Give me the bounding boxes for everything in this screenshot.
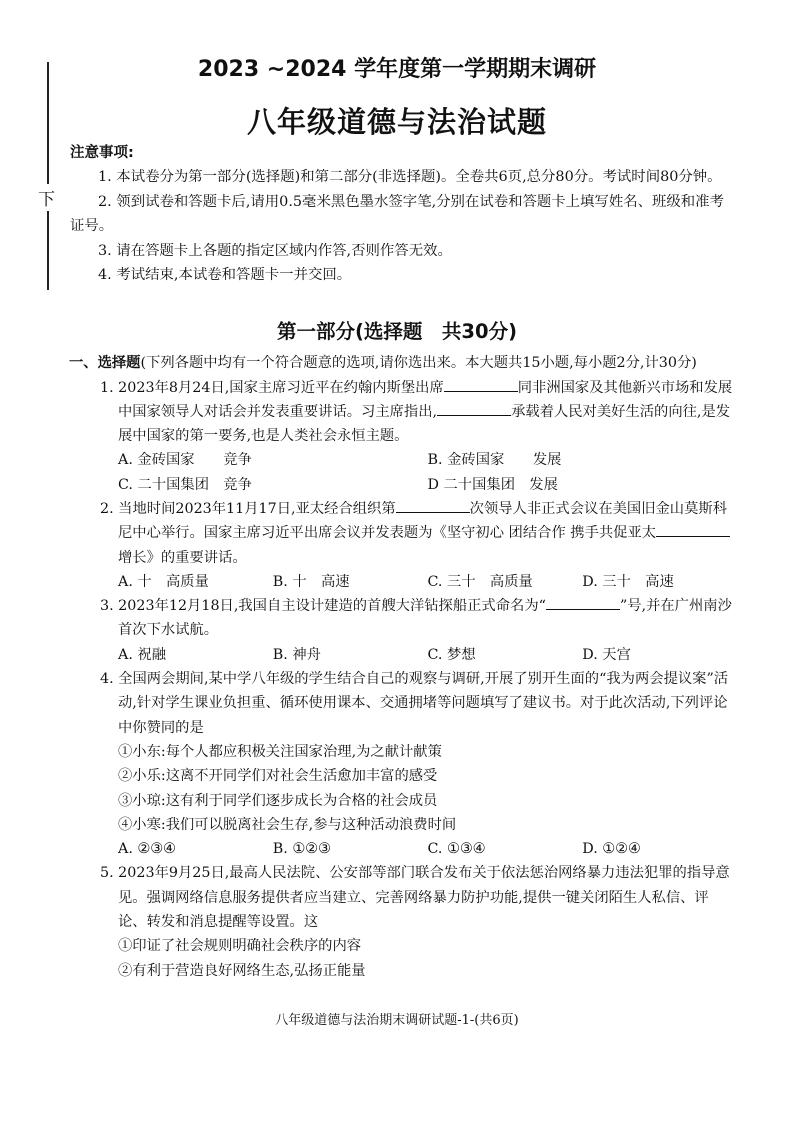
question-stem [100,667,737,740]
exam-year-line: 2023 ~2024 学年度第一学期期末调研 [197,57,597,82]
answer-option: B. 十 高速 [272,573,350,590]
answer-option: C. 二十国集团 竞争 [118,476,252,493]
answer-option: A. ②③④ [118,841,176,858]
notice-item: 4. 考试结束,本试卷和答题卡一并交回。 [98,267,352,283]
stem-text: 承载着人民对美好生活的向往,是发展中国家的第一要务,也是人类社会永恒主题。 [118,403,731,445]
question-statement: ①小东:每个人都应积极关注国家治理,为之献计献策 [118,743,442,760]
answer-option: A. 十 高质量 [118,573,209,590]
stem-text: 2. 当地时间2023年11月17日,亚太经合组织第 [100,500,396,517]
answer-option: B. 金砖国家 发展 [427,452,562,469]
answer-option: B. ①②③ [272,841,331,858]
stem-text: 5. 2023年9月25日,最高人民法院、公安部等部门联合发布关于依法惩治网络暴力违法犯罪的指导意见。强调网络信息服务提供者应当建立、完善网络暴力防护功能,提供一键关闭陌生人私信、评论、转发和消息提醒等设置。这 [100,865,730,931]
question-statement: ②有利于营造良好网络生态,弘扬正能量 [118,962,366,979]
stem-text: 增长》的重要讲话。 [118,549,247,566]
stem-text: 同非洲国家及其他新兴市场和发展中国家领导人对话会并发表重要讲话。习主席指出, [118,379,733,420]
question-4 [100,667,737,861]
answer-blank [444,377,518,392]
answer-option: D. ①②④ [582,841,641,858]
question-5 [100,861,737,982]
answer-blank [656,522,730,537]
question-list [69,376,737,983]
section-label: 一、选择题 [69,355,141,371]
answer-blank [396,498,470,513]
exam-title: 八年级道德与法治试题 [246,105,547,139]
question-stem [100,861,737,934]
notice-item: 1. 本试卷分为第一部分(选择题)和第二部分(非选择题)。全卷共6页,总分80分。考试时间80分钟。 [98,169,722,185]
answer-option: C. ①③④ [427,841,486,858]
stem-text: 1. 2023年8月24日,国家主席习近平在约翰内斯堡出席 [100,379,444,396]
answer-blank [437,401,511,416]
part-one-title: 第一部分(选择题 共30分) [277,320,517,343]
stem-text: 次领导人非正式会议在美国旧金山莫斯科尼中心举行。国家主席习近平出席会议并发表题为《坚守初心 团结合作 携手共促亚太 [118,500,727,542]
question-statement: ②小乐:这离不开同学们对社会生活愈加丰富的感受 [118,768,438,785]
answer-option: D. 天宫 [582,646,631,663]
notice-heading: 注意事项: [70,145,134,161]
page-footer: 八年级道德与法治期末调研试题-1-(共6页) [275,1013,519,1028]
section-instruction: (下列各题中均有一个符合题意的选项,请你选出来。本大题共15小题,每小题2分,计30分) [140,355,697,371]
answer-blank [546,595,620,610]
notice-item: 2. 领到试卷和答题卡后,请用0.5毫米黑色墨水签字笔,分别在试卷和答题卡上填写姓名、班级和准考证号。 [70,193,724,234]
answer-option: C. 梦想 [427,646,476,663]
question-statement: ④小寒:我们可以脱离社会生存,参与这种活动浪费时间 [118,816,457,833]
question-3 [100,594,737,667]
answer-options [100,837,737,861]
answer-options [100,448,737,497]
question-stem [100,376,737,449]
answer-option: A. 祝融 [118,646,167,663]
notice-item: 3. 请在答题卡上各题的指定区域内作答,否则作答无效。 [98,242,452,259]
stem-text: ”号,并在广州南沙首次下水试航。 [118,598,732,639]
answer-options [100,643,737,667]
answer-option: B. 神舟 [272,646,321,663]
stem-text: 4. 全国两会期间,某中学八年级的学生结合自己的观察与调研,开展了别开生面的“我为两会提议案”活动,针对学生课业负担重、循环使用课本、交通拥堵等问题填写了建议书。对于此次活动,下列评论中你赞同的是 [100,671,729,736]
answer-options [100,570,737,594]
binding-margin-mark: 下 [38,184,55,211]
section-intro [69,352,737,376]
question-stem [100,594,737,643]
question-stem [100,497,737,570]
notice-block [70,141,730,288]
question-statement: ③小琼:这有利于同学们逐步成长为合格的社会成员 [118,792,438,809]
answer-option: D 二十国集团 发展 [427,476,558,493]
stem-text: 3. 2023年12月18日,我国自主设计建造的首艘大洋钻探船正式命名为“ [100,598,546,615]
question-statement: ①印证了社会规则明确社会秩序的内容 [118,938,362,955]
question-2 [100,497,737,594]
answer-option: A. 金砖国家 竞争 [118,452,252,469]
questions-section [69,352,737,983]
answer-option: D. 三十 高速 [582,573,674,590]
answer-option: C. 三十 高质量 [427,573,533,590]
question-1 [100,376,737,497]
